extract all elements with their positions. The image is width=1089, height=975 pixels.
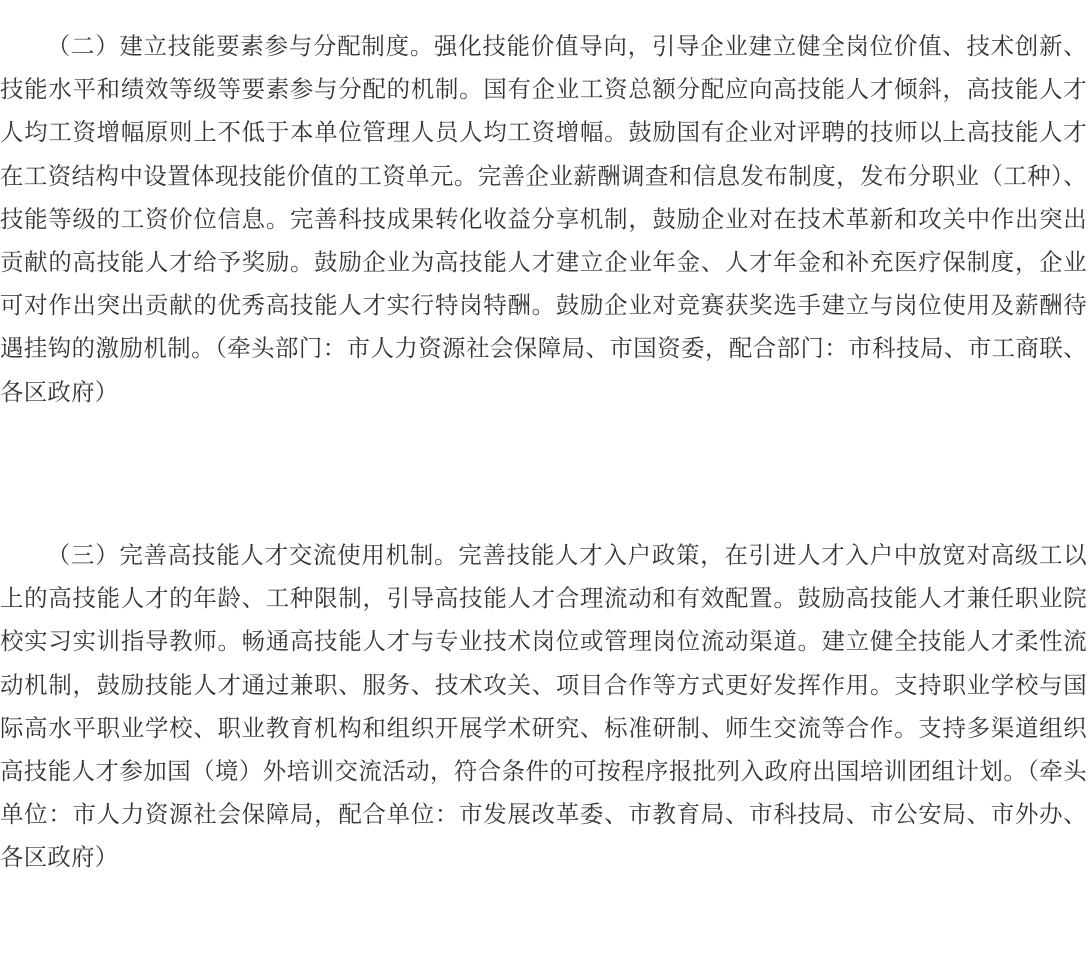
paragraph-skill-factor-distribution: （二）建立技能要素参与分配制度。强化技能价值导向，引导企业建立健全岗位价值、技术创新、技能水平和绩效等级等要素参与分配的机制。国有企业工资总额分配应向高技能人才倾斜，高技能人才人均工资增幅原则上不低于本单位管理人员人均工资增幅。鼓励国有企业对评聘的技师以上高技能人才在工资结构中设置体现技能价值的工资单元。完善企业薪酬调查和信息发布制度，发布分职业（工种）、技能等级的工资价位信息。完善科技成果转化收益分享机制，鼓励企业对在技术革新和攻关中作出突出贡献的高技能人才给予奖励。鼓励企业为高技能人才建立企业年金、人才年金和补充医疗保制度，企业可对作出突出贡献的优秀高技能人才实行特岗特酬。鼓励企业对竞赛获奖选手建立与岗位使用及薪酬待遇挂钩的激励机制。（牵头部门：市人力资源社会保障局、市国资委，配合部门：市科技局、市工商联、各区政府） (0, 32, 1087, 406)
paragraph-talent-exchange-mechanism: （三）完善高技能人才交流使用机制。完善技能人才入户政策，在引进人才入户中放宽对高级工以上的高技能人才的年龄、工种限制，引导高技能人才合理流动和有效配置。鼓励高技能人才兼任职业院校实习实训指导教师。畅通高技能人才与专业技术岗位或管理岗位流动渠道。建立健全技能人才柔性流动机制，鼓励技能人才通过兼职、服务、技术攻关、项目合作等方式更好发挥作用。支持职业学校与国际高水平职业学校、职业教育机构和组织开展学术研究、标准研制、师生交流等合作。支持多渠道组织高技能人才参加国（境）外培训交流活动，符合条件的可按程序报批列入政府出国培训团组计划。（牵头单位：市人力资源社会保障局，配合单位：市发展改革委、市教育局、市科技局、市公安局、市外办、各区政府） (0, 541, 1087, 872)
